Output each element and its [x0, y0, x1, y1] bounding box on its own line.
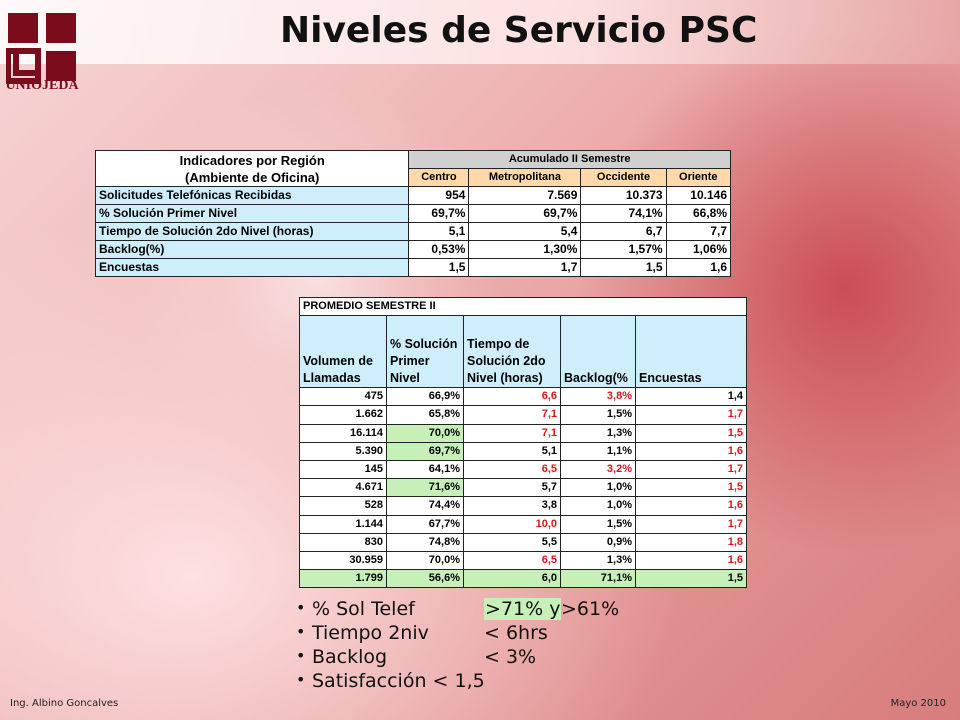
cell-backlog: 1,3%: [561, 424, 636, 442]
cell: 69,7%: [409, 205, 469, 223]
target-label: Satisfacción < 1,5: [312, 670, 485, 692]
target-value: >61%: [561, 598, 620, 620]
cell: 5,4: [469, 223, 581, 241]
cell: 1,7: [469, 259, 581, 277]
cell-enc: 1,7: [636, 406, 747, 424]
cell-vol: 4.671: [300, 479, 387, 497]
cell-vol: 528: [300, 497, 387, 515]
cell-tiempo: 5,7: [464, 479, 561, 497]
semester-table-title: PROMEDIO SEMESTRE II: [300, 298, 747, 316]
cell-enc: 1,8: [636, 533, 747, 551]
cell-sol: 66,9%: [387, 388, 464, 406]
cell-backlog: 71,1%: [561, 570, 636, 588]
col-header-backlog: Backlog(%: [561, 316, 636, 388]
target-label: % Sol Telef: [312, 598, 415, 620]
cell-backlog: 1,0%: [561, 479, 636, 497]
cell-sol: 74,4%: [387, 497, 464, 515]
cell: 10.146: [666, 187, 730, 205]
cell-vol: 30.959: [300, 552, 387, 570]
cell-vol: 475: [300, 388, 387, 406]
cell-tiempo: 6,0: [464, 570, 561, 588]
table-row: [96, 187, 731, 205]
table-row: [300, 461, 747, 479]
col-header-solucion: % Solución Primer Nivel: [387, 316, 464, 388]
bullet-icon: •: [296, 670, 306, 689]
semester-average-table: [299, 297, 747, 588]
cell: 954: [409, 187, 469, 205]
bullet-icon: •: [296, 598, 306, 617]
cell-enc: 1,6: [636, 552, 747, 570]
cell: 10.373: [581, 187, 666, 205]
logo-text: UNIOJEDA: [5, 78, 79, 93]
cell-backlog: 1,5%: [561, 406, 636, 424]
table-row: [300, 515, 747, 533]
cell-backlog: 0,9%: [561, 533, 636, 551]
row-label: Encuestas: [96, 259, 409, 277]
table-row: [300, 479, 747, 497]
cell-tiempo: 7,1: [464, 424, 561, 442]
region-table-header-line1: Indicadores por Región: [179, 152, 325, 168]
col-header-tiempo: Tiempo de Solución 2do Nivel (horas): [464, 316, 561, 388]
cell-sol: 71,6%: [387, 479, 464, 497]
cell-tiempo: 6,5: [464, 461, 561, 479]
targets-list: [296, 598, 716, 694]
bullet-icon: •: [296, 646, 306, 665]
cell-tiempo: 5,5: [464, 533, 561, 551]
cell: 66,8%: [666, 205, 730, 223]
cell-vol: 16.114: [300, 424, 387, 442]
cell-vol: 145: [300, 461, 387, 479]
cell-tiempo: 6,5: [464, 552, 561, 570]
cell-enc: 1,5: [636, 570, 747, 588]
cell: 6,7: [581, 223, 666, 241]
table-row: [300, 497, 747, 515]
table-row: [300, 424, 747, 442]
cell-backlog: 3,2%: [561, 461, 636, 479]
cell: 1,5: [581, 259, 666, 277]
cell-sol: 69,7%: [387, 442, 464, 460]
target-label: Backlog: [312, 646, 388, 668]
cell-enc: 1,6: [636, 442, 747, 460]
cell-tiempo: 6,6: [464, 388, 561, 406]
list-item: [296, 646, 716, 670]
target-label: Tiempo 2niv: [312, 622, 429, 644]
cell-enc: 1,7: [636, 515, 747, 533]
table-row: [300, 570, 747, 588]
cell-sol: 74,8%: [387, 533, 464, 551]
cell: 1,30%: [469, 241, 581, 259]
table-row: [300, 552, 747, 570]
cell: 1,5: [409, 259, 469, 277]
col-header-metropolitana: Metropolitana: [469, 169, 581, 187]
cell-backlog: 1,0%: [561, 497, 636, 515]
target-value: < 3%: [484, 646, 537, 668]
list-item: [296, 598, 716, 622]
table-row: [300, 406, 747, 424]
list-item: [296, 670, 716, 694]
cell-vol: 830: [300, 533, 387, 551]
footer-date: Mayo 2010: [890, 698, 946, 709]
cell-enc: 1,5: [636, 424, 747, 442]
target-value-highlight: >71% y: [485, 598, 561, 620]
cell-enc: 1,6: [636, 497, 747, 515]
row-label: Backlog(%): [96, 241, 409, 259]
table-row: [96, 259, 731, 277]
cell-sol: 64,1%: [387, 461, 464, 479]
footer-author: Ing. Albino Goncalves: [10, 698, 119, 709]
region-indicators-table: [95, 150, 731, 277]
cell-sol: 56,6%: [387, 570, 464, 588]
cell: 1,57%: [581, 241, 666, 259]
bullet-icon: •: [296, 622, 306, 641]
col-header-occidente: Occidente: [581, 169, 666, 187]
cell-sol: 70,0%: [387, 552, 464, 570]
cell-tiempo: 10,0: [464, 515, 561, 533]
cell: 74,1%: [581, 205, 666, 223]
table-row: [96, 223, 731, 241]
cell-backlog: 1,3%: [561, 552, 636, 570]
cell: 7.569: [469, 187, 581, 205]
cell-enc: 1,5: [636, 479, 747, 497]
row-label: % Solución Primer Nivel: [96, 205, 409, 223]
region-table-header-line2: (Ambiente de Oficina): [185, 169, 320, 185]
row-label: Tiempo de Solución 2do Nivel (horas): [96, 223, 409, 241]
cell-sol: 65,8%: [387, 406, 464, 424]
table-row: [300, 442, 747, 460]
cell-tiempo: 7,1: [464, 406, 561, 424]
region-table-header: [96, 151, 409, 187]
cell-backlog: 1,1%: [561, 442, 636, 460]
table-row: [300, 533, 747, 551]
cell-vol: 5.390: [300, 442, 387, 460]
col-header-centro: Centro: [409, 169, 469, 187]
cell: 7,7: [666, 223, 730, 241]
cell-vol: 1.662: [300, 406, 387, 424]
cell-enc: 1,4: [636, 388, 747, 406]
col-header-encuestas: Encuestas: [636, 316, 747, 388]
col-header-volumen: Volumen de Llamadas: [300, 316, 387, 388]
cell-vol: 1.144: [300, 515, 387, 533]
cell-backlog: 3,8%: [561, 388, 636, 406]
group-header: Acumulado II Semestre: [409, 151, 731, 169]
table-row: [96, 205, 731, 223]
cell: 0,53%: [409, 241, 469, 259]
cell: 69,7%: [469, 205, 581, 223]
col-header-oriente: Oriente: [666, 169, 730, 187]
cell-enc: 1,7: [636, 461, 747, 479]
cell-sol: 70,0%: [387, 424, 464, 442]
cell-sol: 67,7%: [387, 515, 464, 533]
semester-table-body: [300, 388, 747, 588]
cell: 5,1: [409, 223, 469, 241]
cell-backlog: 1,5%: [561, 515, 636, 533]
target-value: < 6hrs: [484, 622, 548, 644]
cell-tiempo: 3,8: [464, 497, 561, 515]
page-title: Niveles de Servicio PSC: [280, 10, 758, 51]
table-row: [96, 241, 731, 259]
cell: 1,6: [666, 259, 730, 277]
cell-tiempo: 5,1: [464, 442, 561, 460]
cell: 1,06%: [666, 241, 730, 259]
table-row: [300, 388, 747, 406]
row-label: Solicitudes Telefónicas Recibidas: [96, 187, 409, 205]
list-item: [296, 622, 716, 646]
cell-vol: 1.799: [300, 570, 387, 588]
